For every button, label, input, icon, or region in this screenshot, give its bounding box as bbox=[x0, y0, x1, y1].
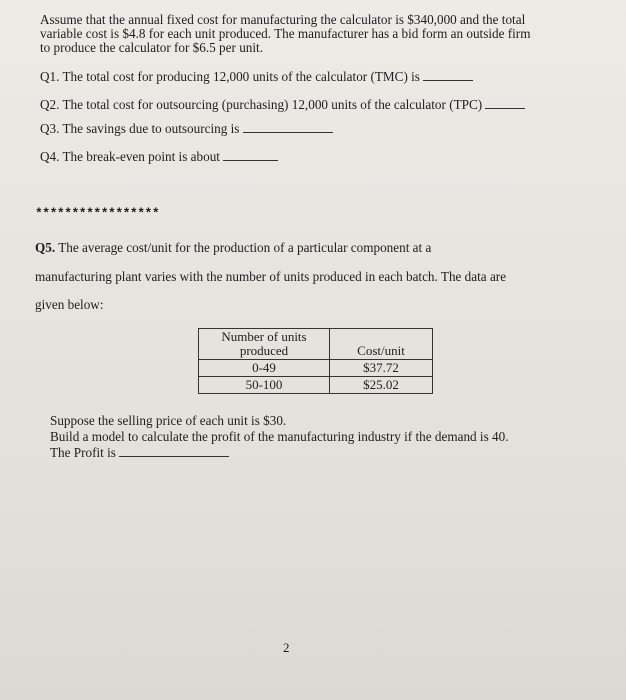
section-separator: ***************** bbox=[35, 206, 160, 221]
intro-line-1: Assume that the annual fixed cost for manufacturing the calculator is $340,000 and the total bbox=[40, 12, 526, 27]
answer-blank-3[interactable] bbox=[243, 122, 333, 133]
question-4-label: Q4. bbox=[40, 149, 60, 164]
header-units-line-1: Number of units bbox=[221, 329, 307, 344]
profit-label: The Profit is bbox=[50, 445, 116, 460]
model-line-1: Suppose the selling price of each unit is $30. bbox=[50, 413, 287, 428]
cost-cell: $25.02 bbox=[330, 377, 433, 394]
answer-blank-4[interactable] bbox=[223, 150, 278, 161]
table-row bbox=[199, 360, 433, 377]
header-cost: Cost/unit bbox=[330, 329, 433, 360]
intro-line-2: variable cost is $4.8 for each unit produced. The manufacturer has a bid form an outside firm bbox=[40, 26, 531, 41]
units-cell: 0-49 bbox=[199, 360, 330, 377]
table-header-row bbox=[199, 329, 433, 360]
cost-table bbox=[198, 328, 433, 394]
question-3-text: The savings due to outsourcing is bbox=[62, 121, 240, 136]
question-1-text: The total cost for producing 12,000 units of the calculator (TMC) is bbox=[62, 69, 420, 84]
page-number: 2 bbox=[283, 640, 290, 655]
units-cell: 50-100 bbox=[199, 377, 330, 394]
q5-line-3: given below: bbox=[35, 297, 104, 312]
q5-line-1-text: The average cost/unit for the production of a particular component at a bbox=[58, 240, 432, 255]
question-2-text: The total cost for outsourcing (purchasing) 12,000 units of the calculator (TPC) bbox=[62, 97, 483, 112]
q5-line-2: manufacturing plant varies with the number of units produced in each batch. The data are bbox=[35, 269, 507, 284]
answer-blank-1[interactable] bbox=[423, 70, 473, 81]
header-units-line-2: produced bbox=[239, 343, 289, 358]
question-3-label: Q3. bbox=[40, 121, 60, 136]
model-line-3 bbox=[50, 446, 229, 460]
intro-line-3: to produce the calculator for $6.5 per unit. bbox=[40, 40, 264, 55]
question-4-text: The break-even point is about bbox=[62, 149, 220, 164]
q5-line-1 bbox=[35, 241, 431, 255]
question-1-label: Q1. bbox=[40, 69, 60, 84]
header-units bbox=[199, 329, 330, 360]
cost-cell: $37.72 bbox=[330, 360, 433, 377]
question-4 bbox=[40, 150, 278, 164]
question-2-label: Q2. bbox=[40, 97, 60, 112]
question-2 bbox=[40, 98, 525, 112]
question-1 bbox=[40, 70, 473, 84]
table-row bbox=[199, 377, 433, 394]
model-line-2: Build a model to calculate the profit of the manufacturing industry if the demand is 40. bbox=[50, 429, 509, 444]
profit-answer-blank[interactable] bbox=[119, 446, 229, 457]
answer-blank-2[interactable] bbox=[485, 98, 525, 109]
question-3 bbox=[40, 122, 333, 136]
q5-label: Q5. bbox=[35, 240, 56, 255]
